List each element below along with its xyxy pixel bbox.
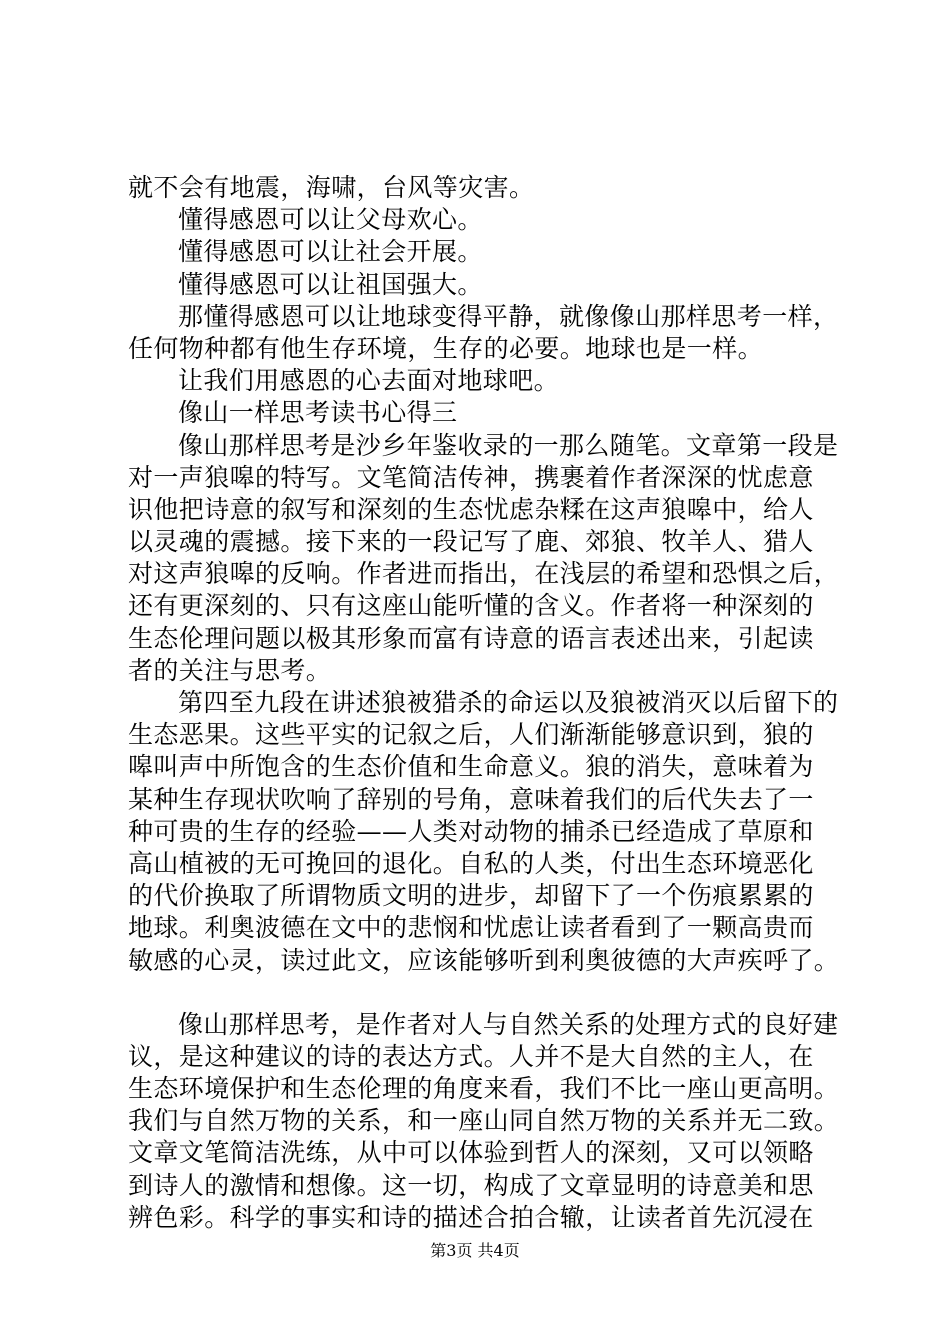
text-line: 对一声狼嗥的特写。文笔简洁传神，携裹着作者深深的忧虑意 xyxy=(128,462,814,492)
text-line: 让我们用感恩的心去面对地球吧。 xyxy=(178,366,560,396)
text-line: 任何物种都有他生存环境，生存的必要。地球也是一样。 xyxy=(128,333,764,363)
text-line: 生态恶果。这些平实的记叙之后，人们渐渐能够意识到，狼的 xyxy=(128,720,814,750)
section-title: 像山一样思考读书心得三 xyxy=(178,398,458,428)
text-line: 者的关注与思考。 xyxy=(128,655,332,685)
text-line: 识他把诗意的叙写和深刻的生态忧虑杂糅在这声狼嗥中，给人 xyxy=(128,494,814,524)
text-line: 种可贵的生存的经验——人类对动物的捕杀已经造成了草原和 xyxy=(128,816,814,846)
text-line: 议，是这种建议的诗的表达方式。人并不是大自然的主人，在 xyxy=(128,1041,814,1071)
text-line: 的代价换取了所谓物质文明的进步，却留下了一个伤痕累累的 xyxy=(128,881,814,911)
text-line: 那懂得感恩可以让地球变得平静，就像像山那样思考一样， xyxy=(178,301,839,331)
text-line: 高山植被的无可挽回的退化。自私的人类，付出生态环境恶化 xyxy=(128,848,814,878)
text-line: 某种生存现状吹响了辞别的号角，意味着我们的后代失去了一 xyxy=(128,784,814,814)
text-line: 我们与自然万物的关系，和一座山同自然万物的关系并无二致。 xyxy=(128,1106,840,1136)
text-line: 生态环境保护和生态伦理的角度来看，我们不比一座山更高明。 xyxy=(128,1074,840,1104)
text-line: 嗥叫声中所饱含的生态价值和生命意义。狼的消失，意味着为 xyxy=(128,752,814,782)
text-line: 文章文笔简洁洗练，从中可以体验到哲人的深刻，又可以领略 xyxy=(128,1138,814,1168)
text-line: 懂得感恩可以让社会开展。 xyxy=(178,237,483,267)
text-line: 以灵魂的震撼。接下来的一段记写了鹿、郊狼、牧羊人、猎人 xyxy=(128,527,814,557)
text-line: 懂得感恩可以让祖国强大。 xyxy=(178,269,483,299)
text-line: 第四至九段在讲述狼被猎杀的命运以及狼被消灭以后留下的 xyxy=(178,688,839,717)
document-body xyxy=(128,172,840,1234)
text-line: 到诗人的激情和想像。这一切，构成了文章显明的诗意美和思 xyxy=(128,1170,814,1200)
text-line: 还有更深刻的、只有这座山能听懂的含义。作者将一种深刻的 xyxy=(128,591,814,621)
text-line: 就不会有地震，海啸，台风等灾害。 xyxy=(128,173,535,202)
page-footer: 第3页 共4页 xyxy=(430,1241,520,1260)
text-line: 辨色彩。科学的事实和诗的描述合拍合辙，让读者首先沉浸在 xyxy=(128,1202,814,1232)
text-line: 敏感的心灵，读过此文，应该能够听到利奥彼德的大声疾呼了。 xyxy=(128,945,840,975)
text-line: 懂得感恩可以让父母欢心。 xyxy=(178,205,483,235)
text-line: 像山那样思考，是作者对人与自然关系的处理方式的良好建 xyxy=(178,1009,839,1039)
text-line: 对这声狼嗥的反响。作者进而指出，在浅层的希望和恐惧之后， xyxy=(128,559,840,589)
text-line: 生态伦理问题以极其形象而富有诗意的语言表述出来，引起读 xyxy=(128,623,814,653)
text-line: 地球。利奥波德在文中的悲悯和忧虑让读者看到了一颗高贵而 xyxy=(128,913,814,943)
text-line: 像山那样思考是沙乡年鉴收录的一那么随笔。文章第一段是 xyxy=(178,430,839,460)
paragraph-gap xyxy=(128,977,836,1009)
